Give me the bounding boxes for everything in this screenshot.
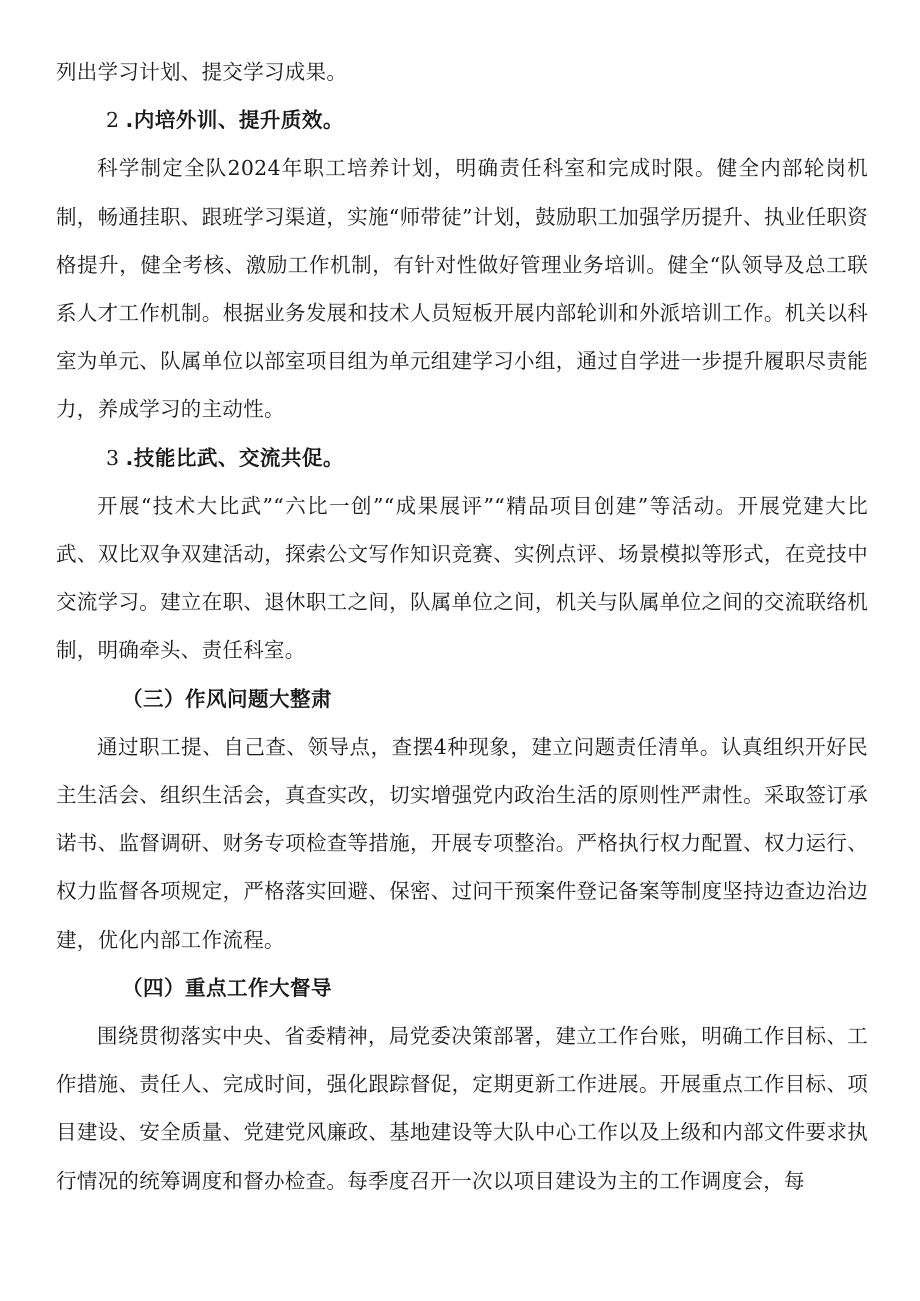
section-4-title: （四）重点工作大督导: [122, 975, 332, 1000]
paragraph-skills: 开展“技术大比武”“六比一创”“成果展评”“精品项目创建”等活动。开展党建大比武、双比双争双建活动，探索公文写作知识竞赛、实例点评、场景模拟等形式，在竞技中交流学习。建立在职、退休职工之间，队属单位之间，机关与队属单位之间的交流联络机制，明确牵头、责任科室。: [56, 493, 868, 663]
section-3-title: （三）作风问题大整肃: [122, 686, 332, 711]
paragraph-key-work-supervision: 围绕贯彻落实中央、省委精神，局党委决策部署，建立工作台账，明确工作目标、工作措施、责任人、完成时间，强化跟踪督促，定期更新工作进展。开展重点工作目标、项目建设、安全质量、党建党风廉政、基地建设等大队中心工作以及上级和内部文件要求执行情况的统筹调度和督办检查。每季度召开一次以项目建设为主的工作调度会，每: [56, 1024, 868, 1193]
document-body: [56, 48, 868, 1205]
subheading-2-text: .内培外训、提升质效。: [125, 108, 344, 133]
subheading-2: [56, 96, 868, 144]
subheading-2-number: 2: [106, 108, 120, 133]
subheading-3-text: .技能比武、交流共促。: [125, 445, 344, 470]
subheading-3-number: 3: [106, 445, 120, 470]
subheading-3: [56, 434, 868, 482]
paragraph-continuation: 列出学习计划、提交学习成果。: [56, 60, 348, 84]
paragraph-style-rectification: 通过职工提、自己查、领导点，查摆4种现象，建立问题责任清单。认真组织开好民主生活会、组织生活会，真查实改，切实增强党内政治生活的原则性严肃性。采取签订承诺书、监督调研、财务专项检查等措施，开展专项整治。严格执行权力配置、权力运行、权力监督各项规定，严格落实回避、保密、过问干预案件登记备案等制度坚持边查边治边建，优化内部工作流程。: [56, 734, 868, 952]
paragraph-training: 科学制定全队2024年职工培养计划，明确责任科室和完成时限。健全内部轮岗机制，畅通挂职、跟班学习渠道，实施“师带徒”计划，鼓励职工加强学历提升、执业任职资格提升，健全考核、激励工作机制，有针对性做好管理业务培训。健全“队领导及总工联系人才工作机制。根据业务发展和技术人员短板开展内部轮训和外派培训工作。机关以科室为单元、队属单位以部室项目组为单元组建学习小组，通过自学进一步提升履职尽责能力，养成学习的主动性。: [56, 156, 868, 422]
